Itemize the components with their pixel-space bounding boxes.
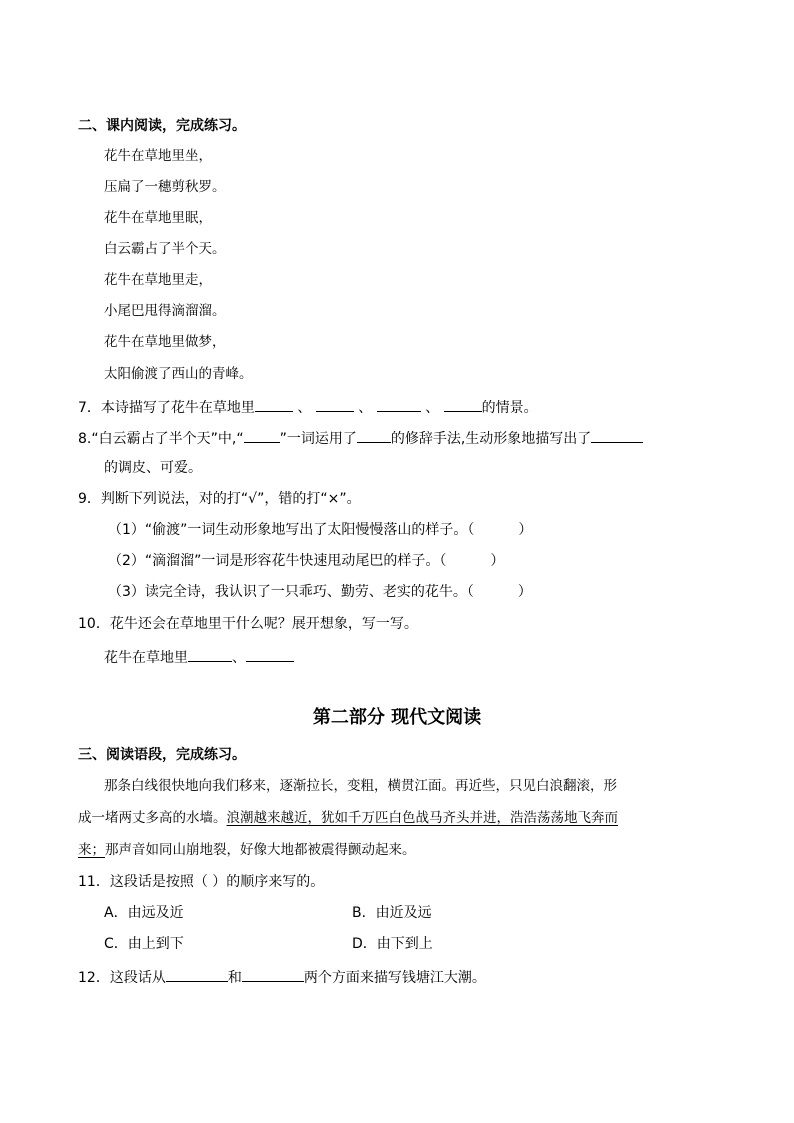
question-10-answer: 花牛在草地里 、	[104, 646, 294, 668]
section-heading: 二、课内阅读，完成练习。	[78, 118, 246, 134]
option-d[interactable]: D．由下到上	[352, 936, 433, 952]
answer-blank[interactable]	[316, 396, 354, 412]
answer-blank[interactable]	[444, 396, 482, 412]
question-9: 9．判断下列说法，对的打“√”，错的打“×”。	[78, 491, 361, 507]
poem-line: 花牛在草地里坐，	[104, 148, 212, 164]
answer-blank[interactable]	[357, 427, 391, 443]
passage-line: 那条白线很快地向我们移来，逐渐拉长，变粗，横贯江面。再近些，只见白浪翻滚，形	[104, 778, 617, 794]
question-11: 11．这段话是按照（ ）的顺序来写的。	[78, 874, 325, 890]
judge-item: （3）读完全诗，我认识了一只乖巧、勤劳、老实的花牛。（ ）	[108, 584, 532, 600]
judge-item: （1）“偷渡”一词生动形象地写出了太阳慢慢落山的样子。（ ）	[108, 522, 533, 538]
answer-blank[interactable]	[242, 966, 304, 982]
poem-line: 压扁了一穗剪秋罗。	[104, 179, 226, 195]
answer-blank[interactable]	[255, 396, 293, 412]
judge-item: （2）“滴溜溜”一词是形容花牛快速甩动尾巴的样子。（ ）	[108, 553, 505, 569]
poem-line: 太阳偷渡了西山的青峰。	[104, 366, 253, 382]
option-c[interactable]: C．由上到下	[104, 936, 184, 952]
poem-line: 花牛在草地里走，	[104, 272, 212, 288]
poem-line: 花牛在草地里眠，	[104, 210, 212, 226]
answer-blank[interactable]	[377, 396, 421, 412]
poem-line: 花牛在草地里做梦，	[104, 334, 226, 350]
passage-line: 来；那声音如同山崩地裂，好像大地都被震得颤动起来。	[78, 842, 416, 858]
question-8: 8.“白云霸占了半个天”中,“ ”一词运用了 的修辞手法,生动形象地描写出了	[78, 427, 643, 449]
answer-blank[interactable]	[244, 427, 280, 443]
underlined-sentence: 来；	[78, 842, 105, 858]
option-a[interactable]: A．由远及近	[104, 905, 184, 921]
answer-blank[interactable]	[246, 646, 294, 662]
question-7: 7．本诗描写了花牛在草地里 、 、 、 的情景。	[78, 396, 538, 418]
answer-blank[interactable]	[591, 427, 643, 443]
question-10: 10．花牛还会在草地里干什么呢？展开想象，写一写。	[78, 616, 418, 632]
option-b[interactable]: B．由近及远	[352, 905, 432, 921]
poem-line: 白云霸占了半个天。	[104, 241, 226, 257]
section-heading: 三、阅读语段，完成练习。	[78, 747, 246, 763]
question-8-cont: 的调皮、可爱。	[104, 460, 202, 476]
part-title: 第二部分 现代文阅读	[312, 707, 482, 728]
answer-blank[interactable]	[188, 646, 232, 662]
question-12: 12．这段话从 和 两个方面来描写钱塘江大潮。	[78, 966, 486, 988]
answer-blank[interactable]	[166, 966, 228, 982]
underlined-sentence: 浪潮越来越近，犹如千万匹白色战马齐头并进，浩浩荡荡地飞奔而	[226, 810, 618, 826]
passage-line: 成一堵两丈多高的水墙。浪潮越来越近，犹如千万匹白色战马齐头并进，浩浩荡荡地飞奔而	[78, 810, 618, 826]
poem-line: 小尾巴甩得滴溜溜。	[104, 303, 226, 319]
